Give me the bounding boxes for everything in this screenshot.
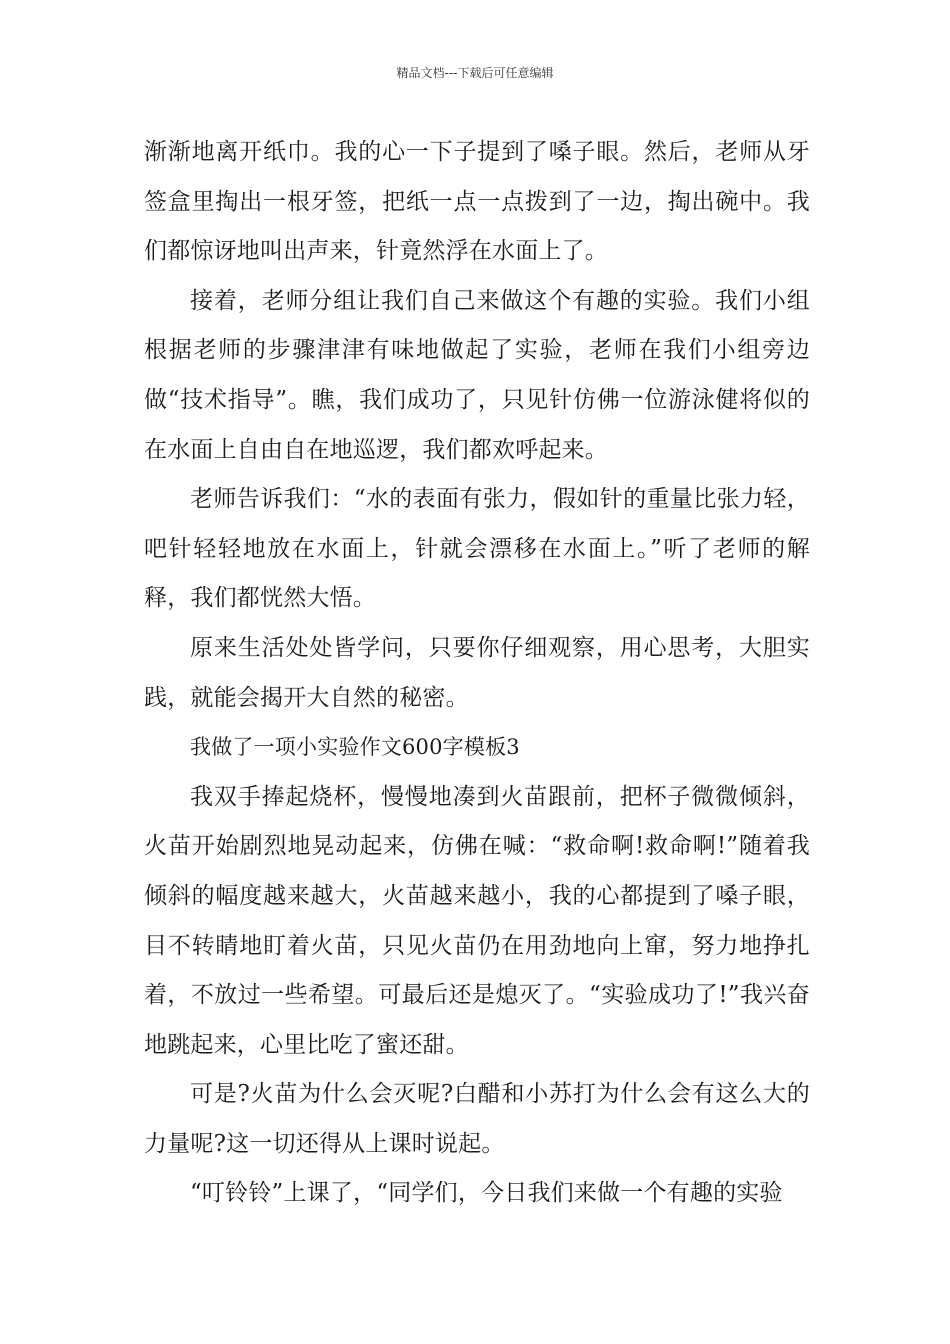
paragraph-class-start: “叮铃铃”上课了，“同学们，今日我们来做一个有趣的实验 (190, 1180, 783, 1207)
page-header: 精品文档---下载后可任意编辑 (396, 66, 554, 80)
paragraph-group-experiment: 接着，老师分组让我们自己来做这个有趣的实验。我们小组根据老师的步骤津津有味地做起了实验，老师在我们小组旁边做“技术指导”。瞧，我们成功了，只见针仿佛一位游泳健将似的在水面上自由自在地巡逻，我们都欢呼起来。 (144, 287, 810, 463)
paragraph-teacher-explanation: 老师告诉我们：“水的表面有张力，假如针的重量比张力轻，吧针轻轻地放在水面上，针就会漂移在水面上。”听了老师的解释，我们都恍然大悟。 (144, 486, 810, 612)
section-heading-template-3: 我做了一项小实验作文600字模板3 (190, 735, 520, 760)
paragraph-flame-experiment: 我双手捧起烧杯，慢慢地凑到火苗跟前，把杯子微微倾斜，火苗开始剧烈地晃动起来，仿佛在喊：“救命啊!救命啊!”随着我倾斜的幅度越来越大，火苗越来越小，我的心都提到了嗓子眼，目不转睛地盯着火苗，只见火苗仍在用劲地向上窜，努力地挣扎着，不放过一些希望。可最后还是熄灭了。“实验成功了!”我兴奋地跳起来，心里比吃了蜜还甜。 (144, 783, 810, 1058)
document-body (144, 128, 810, 1219)
paragraph-conclusion: 原来生活处处皆学问，只要你仔细观察，用心思考，大胆实践，就能会揭开大自然的秘密。 (144, 634, 810, 711)
paragraph-question: 可是?火苗为什么会灭呢?白醋和小苏打为什么会有这么大的力量呢?这一切还得从上课时说起。 (144, 1081, 810, 1157)
paragraph-continuation: 渐渐地离开纸巾。我的心一下子提到了嗓子眼。然后，老师从牙签盒里掏出一根牙签，把纸一点一点拨到了一边，掏出碗中。我们都惊讶地叫出声来，针竟然浮在水面上了。 (144, 139, 810, 265)
